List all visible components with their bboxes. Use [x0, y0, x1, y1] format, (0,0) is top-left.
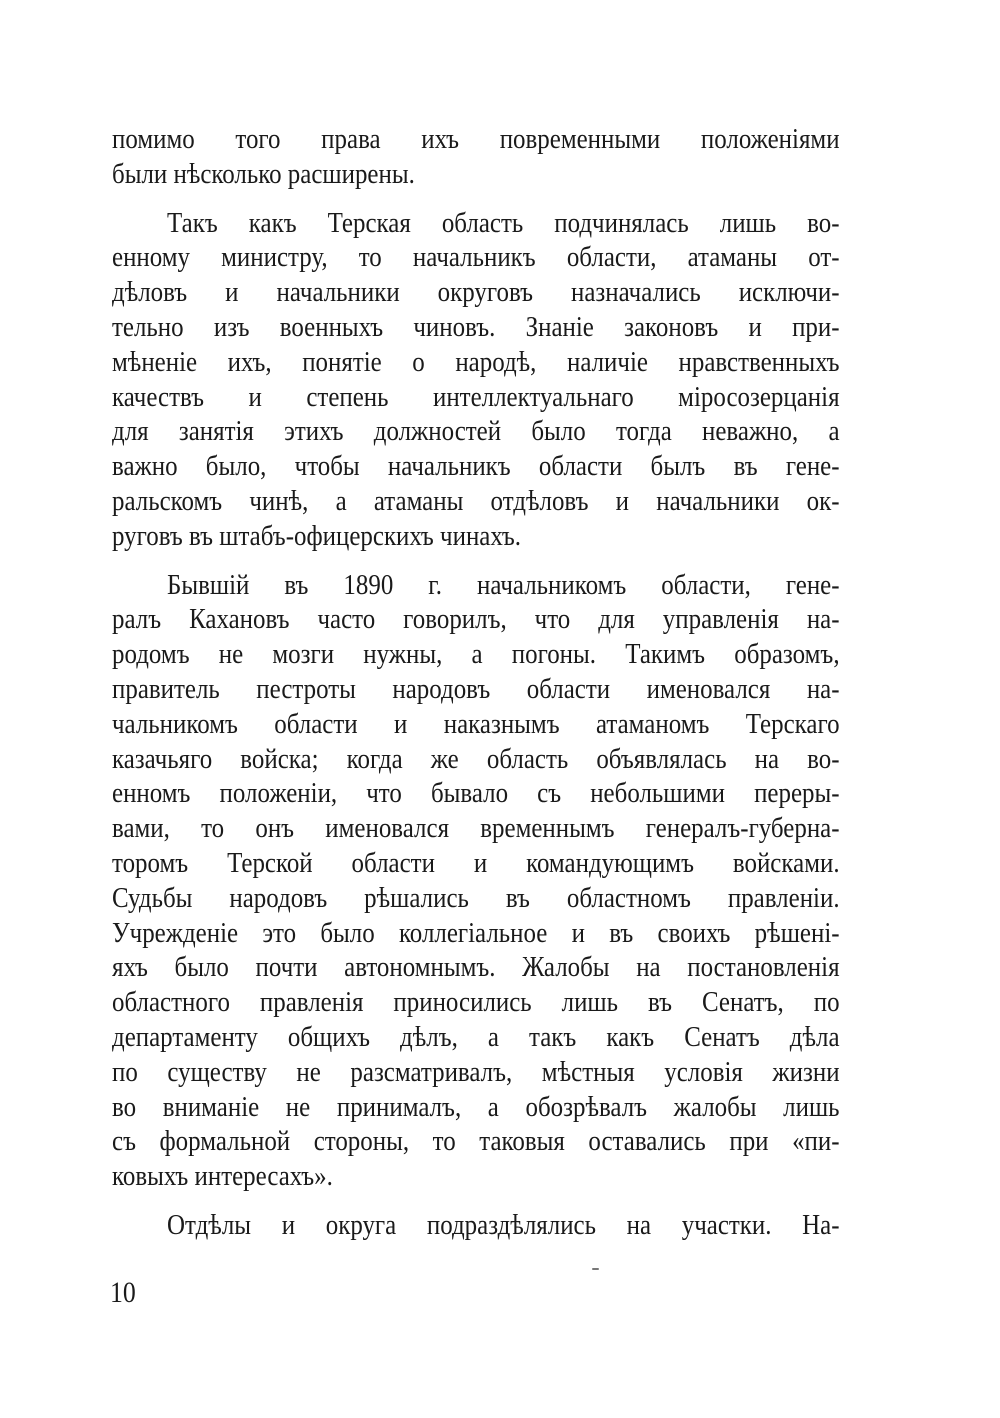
text-line: ральскомъ чинѣ, а атаманы отдѣловъ и начальники ок-	[112, 484, 840, 517]
paragraph-2	[112, 206, 840, 554]
text-line: департаменту общихъ дѣлъ, а такъ какъ Сенатъ дѣла	[112, 1020, 840, 1053]
paragraph-4	[112, 1208, 840, 1243]
text-line: енномъ положеніи, что бывало съ небольшими переры-	[112, 777, 840, 810]
text-line: Судьбы народовъ рѣшались въ областномъ правленіи.	[112, 881, 840, 914]
text-line: во вниманіе не принималъ, а обозрѣвалъ жалобы лишь	[112, 1090, 840, 1123]
text-line: ралъ Кахановъ часто говорилъ, что для управленія на-	[112, 603, 840, 636]
text-line: родомъ не мозги нужны, а погоны. Такимъ образомъ,	[112, 638, 840, 671]
text-line: съ формальной стороны, то таковыя оставались при «пи-	[112, 1125, 840, 1158]
text-line: руговъ въ штабъ-офицерскихъ чинахъ.	[112, 519, 522, 552]
text-line: казачьяго войска; когда же область объявлялась на во-	[112, 742, 840, 775]
text-line: тельно изъ военныхъ чиновъ. Знаніе законовъ и при-	[112, 310, 840, 343]
text-line: енному министру, то начальникъ области, атаманы от-	[112, 241, 840, 274]
text-line: качествъ и степень интеллектуальнаго міросозерцанія	[112, 380, 840, 413]
text-line: были нѣсколько расширены.	[112, 157, 415, 190]
scan-speck	[592, 1268, 599, 1270]
paragraph-3	[112, 568, 840, 1194]
text-line: яхъ было почти автономнымъ. Жалобы на постановленія	[112, 951, 840, 984]
text-line: областного правленія приносились лишь въ Сенатъ, по	[112, 986, 840, 1019]
body-text	[112, 122, 840, 1257]
text-line: чальникомъ области и наказнымъ атаманомъ Терскаго	[112, 707, 840, 740]
text-line: Отдѣлы и округа подраздѣлялись на участки. На-	[167, 1208, 840, 1241]
text-line: важно было, чтобы начальникъ области былъ въ гене-	[112, 450, 840, 483]
text-line: Бывшій въ 1890 г. начальникомъ области, гене-	[167, 568, 840, 601]
text-line: Учрежденіе это было коллегіальное и въ своихъ рѣшені-	[112, 916, 840, 949]
text-line: помимо того права ихъ повременными положеніями	[112, 123, 840, 155]
text-line: правитель пестроты народовъ области именовался на-	[112, 672, 840, 705]
text-line: Такъ какъ Терская область подчинялась лишь во-	[167, 206, 840, 239]
text-line: по существу не разсматривалъ, мѣстныя условія жизни	[112, 1055, 840, 1088]
page-number: 10	[110, 1276, 136, 1309]
text-line: торомъ Терской области и командующимъ войсками.	[112, 846, 840, 879]
text-line: мѣненіе ихъ, понятіе о народѣ, наличіе нравственныхъ	[112, 345, 840, 378]
paragraph-1	[112, 122, 840, 192]
text-line: для занятія этихъ должностей было тогда неважно, а	[112, 415, 840, 448]
text-line: вами, то онъ именовался временнымъ генералъ-губерна-	[112, 812, 840, 845]
text-line: ковыхъ интересахъ».	[112, 1160, 333, 1193]
text-line: дѣловъ и начальники округовъ назначались исключи-	[112, 276, 840, 309]
